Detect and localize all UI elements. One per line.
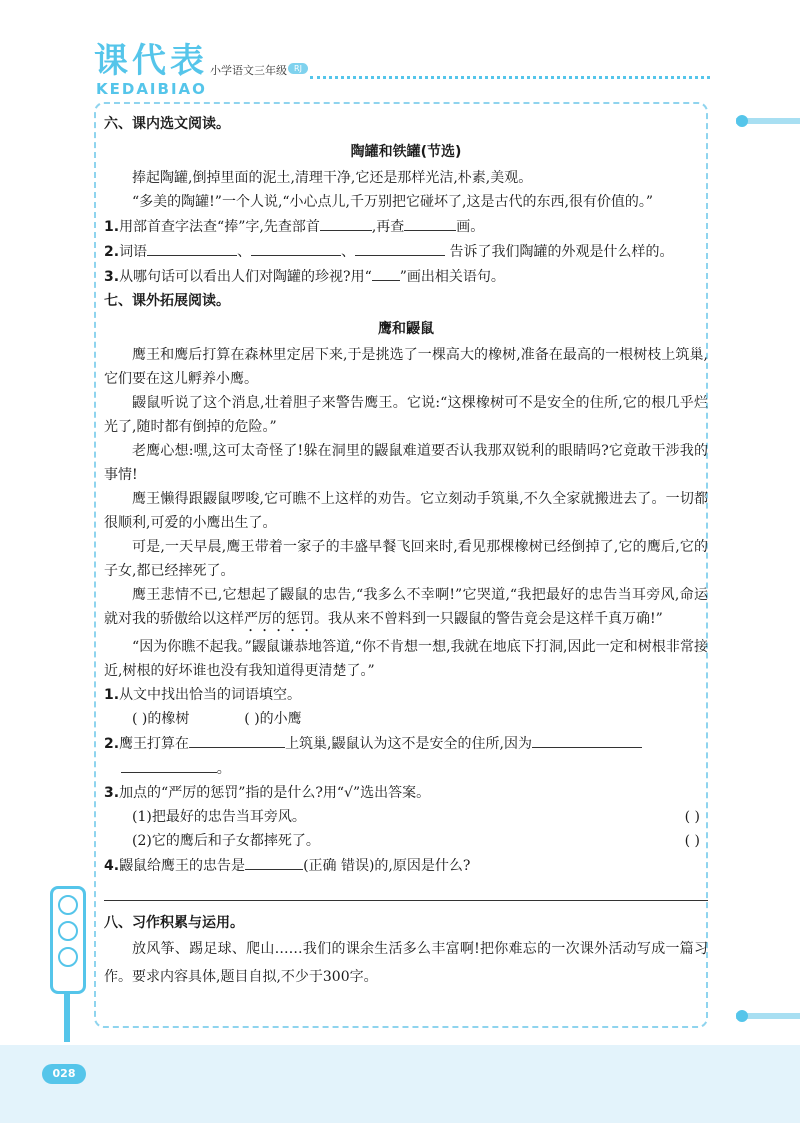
- answer-line[interactable]: [104, 882, 708, 901]
- answer-blank[interactable]: [245, 853, 303, 870]
- answer-blank[interactable]: [121, 756, 217, 773]
- section-8-title: 八、习作积累与运用。: [104, 915, 244, 931]
- answer-paren[interactable]: ( ): [684, 809, 700, 825]
- answer-blank[interactable]: [404, 214, 456, 231]
- answer-blank: [372, 264, 400, 281]
- sec7-question-1-items: ( )的橡树 ( )的小鹰: [132, 711, 302, 727]
- sec6-question-1: 1.用部首查字法查“捧”字,先查部首 ,再查 画。: [104, 214, 708, 239]
- section-7-title: 七、课外拓展阅读。: [104, 293, 230, 309]
- answer-paren[interactable]: ( ): [684, 833, 700, 849]
- sec6-question-3: 3.从哪句话可以看出人们对陶罐的珍视?用“ ”画出相关语句。: [104, 264, 708, 289]
- sec7-paragraph-3: 老鹰心想:嘿,这可太奇怪了!躲在洞里的鼹鼠难道要否认我那双锐利的眼睛吗?它竟敢干涉我的事情!: [104, 443, 708, 483]
- answer-paren[interactable]: ( ): [132, 711, 148, 727]
- answer-blank[interactable]: [320, 214, 372, 231]
- section-6-title: 六、课内选文阅读。: [104, 116, 230, 132]
- worksheet-content: [104, 112, 708, 991]
- article-title-taoguan: 陶罐和铁罐(节选): [350, 144, 462, 160]
- sec6-question-2: 2.词语 、 、 告诉了我们陶罐的外观是什么样的。: [104, 239, 708, 264]
- sec7-paragraph-2: 鼹鼠听说了这个消息,壮着胆子来警告鹰王。它说:“这棵橡树可不是安全的住所,它的根几乎烂光了,随时都有倒掉的危险。”: [104, 395, 708, 435]
- sec6-paragraph-2: “多美的陶罐!”一个人说,“小心点儿,千万别把它碰坏了,这是古代的东西,很有价值的。”: [132, 194, 654, 210]
- answer-blank[interactable]: [355, 239, 445, 256]
- sec7-paragraph-6: 鹰王悲情不已,它想起了鼹鼠的忠告,“我多么不幸啊!”它哭道,“我把最好的忠告当耳旁风,命运就对我的骄傲给以这样严厉的惩罚。我从来不曾料到一只鼹鼠的警告竟会是这样千真万确!”: [104, 587, 708, 627]
- right-deco-dot-top: [736, 115, 748, 127]
- sec7-q3-option-1: (1)把最好的忠告当耳旁风。 ( ): [104, 805, 708, 829]
- emphasized-phrase: 严厉的惩罚: [244, 611, 314, 627]
- edition-badge: RJ: [288, 63, 308, 74]
- sec7-question-3: 3.加点的“严厉的惩罚”指的是什么?用“√”选出答案。: [104, 785, 431, 801]
- footer-band: [0, 1045, 800, 1123]
- sec7-q3-option-2: (2)它的鹰后和子女都摔死了。 ( ): [104, 829, 708, 853]
- answer-blank[interactable]: [189, 731, 285, 748]
- answer-blank[interactable]: [532, 731, 642, 748]
- sec7-paragraph-7: “因为你瞧不起我。”鼹鼠谦恭地答道,“你不肯想一想,我就在地底下打洞,因此一定和树根非常接近,树根的好坏谁也没有我知道得更清楚了。”: [104, 639, 708, 679]
- article-title-ying: 鹰和鼹鼠: [378, 321, 434, 337]
- page-number: 028: [42, 1064, 86, 1084]
- traffic-light-icon: [50, 886, 86, 994]
- sec7-paragraph-4: 鹰王懒得跟鼹鼠啰唆,它可瞧不上这样的劝告。它立刻动手筑巢,不久全家就搬进去了。一切都很顺利,可爱的小鹰出生了。: [104, 491, 708, 531]
- sec6-paragraph-1: 捧起陶罐,倒掉里面的泥土,清理干净,它还是那样光洁,朴素,美观。: [132, 170, 533, 186]
- sec7-question-1: 1.从文中找出恰当的词语填空。: [104, 687, 302, 703]
- header-title: 课代表: [94, 41, 208, 81]
- sec7-question-4: 4.鼹鼠给鹰王的忠告是 (正确 错误)的,原因是什么?: [104, 853, 708, 878]
- sec7-question-2-cont: 。: [104, 756, 708, 781]
- traffic-light-pole: [64, 994, 70, 1042]
- right-deco-dot-bottom: [736, 1010, 748, 1022]
- sec7-paragraph-5: 可是,一天早晨,鹰王带着一家子的丰盛早餐飞回来时,看见那棵橡树已经倒掉了,它的鹰后,它的子女,都已经摔死了。: [104, 539, 708, 579]
- sec7-paragraph-1: 鹰王和鹰后打算在森林里定居下来,于是挑选了一棵高大的橡树,准备在最高的一根树枝上筑巢,它们要在这儿孵养小鹰。: [104, 347, 708, 387]
- answer-blank[interactable]: [251, 239, 341, 256]
- sec8-prompt: 放风筝、踢足球、爬山……我们的课余生活多么丰富啊!把你难忘的一次课外活动写成一篇习作。要求内容具体,题目自拟,不少于300字。: [104, 941, 708, 985]
- sec7-question-2: 2.鹰王打算在 上筑巢,鼹鼠认为这不是安全的住所,因为: [104, 731, 708, 756]
- header-pinyin: KEDAIBIAO: [96, 80, 207, 98]
- answer-paren[interactable]: ( ): [244, 711, 260, 727]
- answer-blank[interactable]: [147, 239, 237, 256]
- header-divider: [310, 76, 710, 79]
- header-subtitle: 小学语文三年级: [210, 64, 287, 77]
